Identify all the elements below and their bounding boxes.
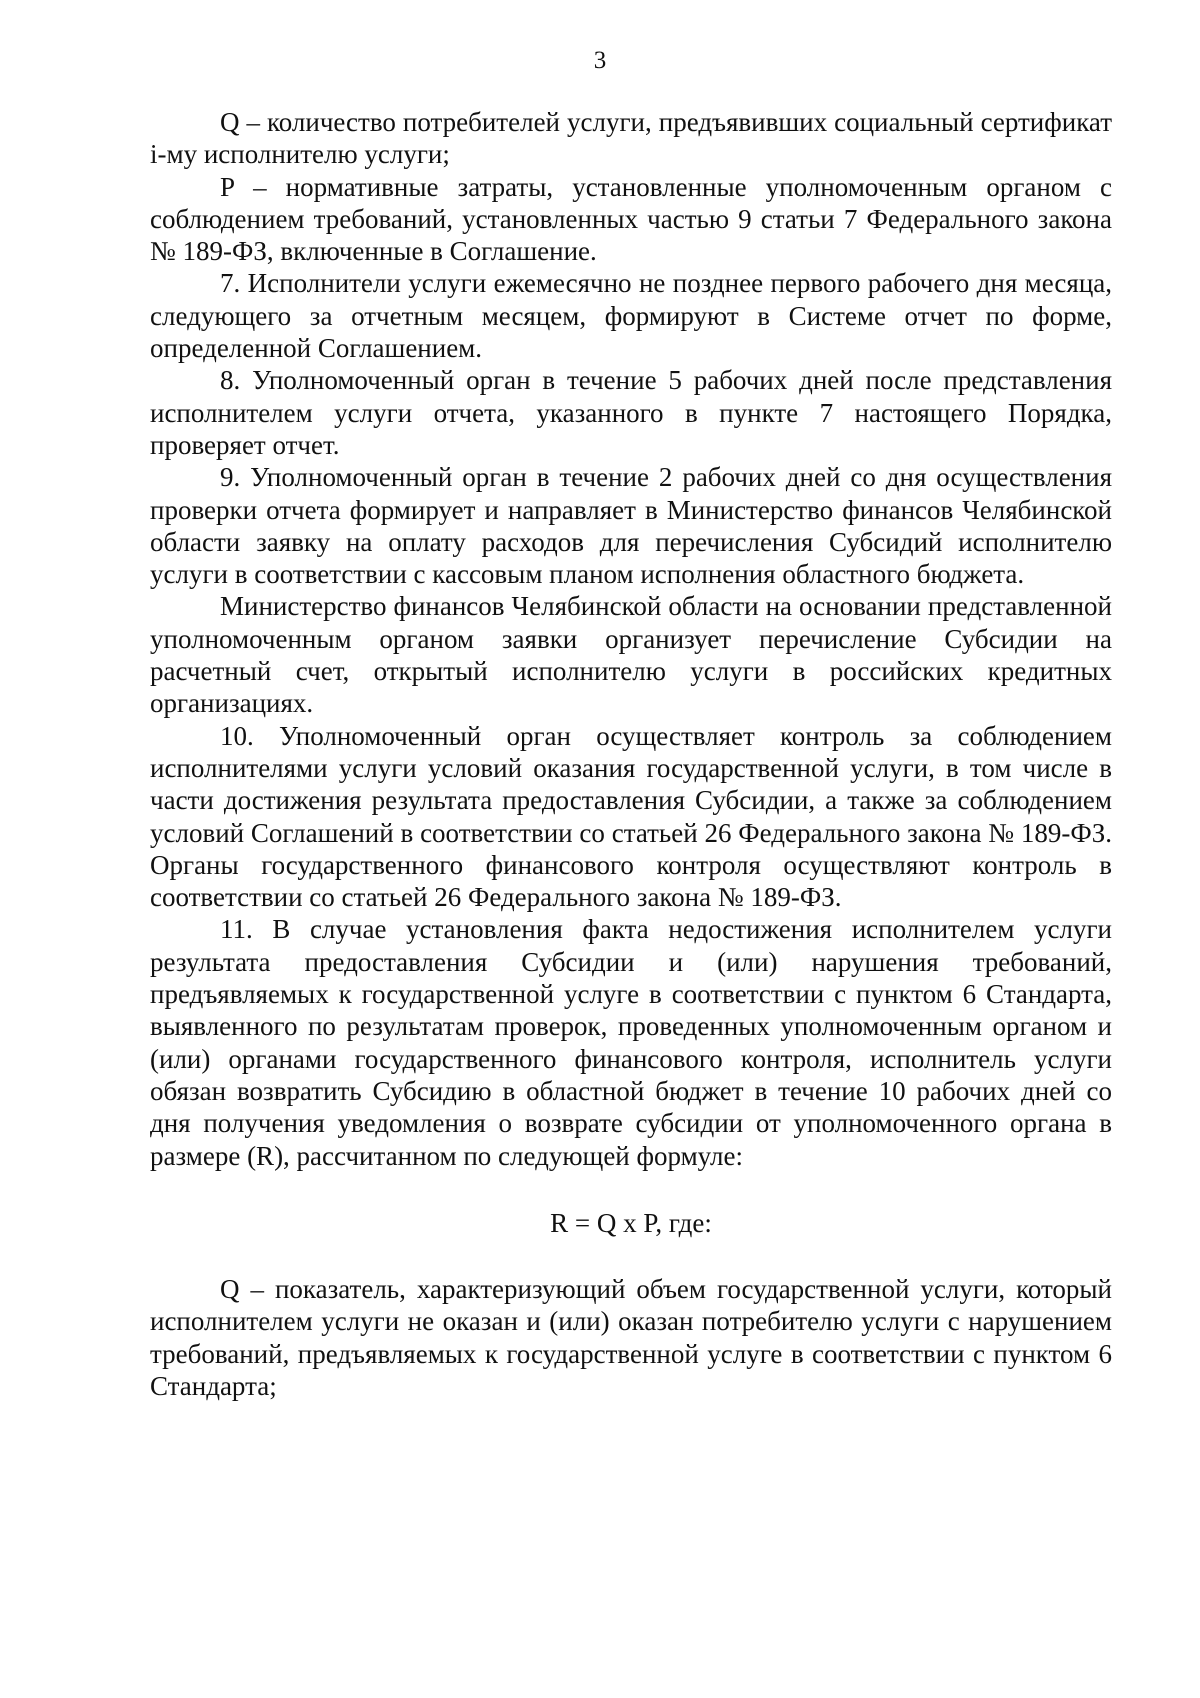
document-body [150, 106, 1112, 1402]
paragraph-item-9: 9. Уполномоченный орган в течение 2 рабочих дней со дня осуществления проверки отчета формирует и направляет в Министерство финансов Челябинской области заявку на оплату расходов для перечисления Субсидий исполнителю услуги в соответствии с кассовым планом исполнения областного бюджета. [150, 462, 1112, 590]
paragraph-p-definition: P – нормативные затраты, установленные уполномоченным органом с соблюдением требований, установленных частью 9 статьи 7 Федерального закона № 189-ФЗ, включенные в Соглашение. [150, 171, 1112, 267]
paragraph-ministry-transfer: Министерство финансов Челябинской области на основании представленной уполномоченным органом заявки организует перечисление Субсидии на расчетный счет, открытый исполнителю услуги в российских кредитных организациях. [150, 591, 1112, 719]
paragraph-item-11: 11. В случае установления факта недостижения исполнителем услуги результата предоставления Субсидии и (или) нарушения требований, предъявляемых к государственной услуге в соответствии с пунктом 6 Стандарта, выявленного по результатам проверок, проведенных уполномоченным органом и (или) органами государственного финансового контроля, исполнитель услуги обязан возвратить Субсидию в областной бюджет в течение 10 рабочих дней со дня получения уведомления о возврате субсидии от уполномоченного органа в размере (R), рассчитанном по следующей формуле: [150, 914, 1112, 1171]
page-number: 3 [593, 47, 607, 74]
formula: R = Q x P, где: [550, 1207, 712, 1238]
paragraph-q-definition: Q – количество потребителей услуги, предъявивших социальный сертификат i-му исполнителю услуги; [150, 107, 1112, 170]
paragraph-item-8: 8. Уполномоченный орган в течение 5 рабочих дней после представления исполнителем услуги отчета, указанного в пункте 7 настоящего Порядка, проверяет отчет. [150, 365, 1112, 460]
paragraph-item-10: 10. Уполномоченный орган осуществляет контроль за соблюдением исполнителями услуги условий оказания государственной услуги, в том числе в части достижения результата предоставления Субсидии, а также за соблюдением условий Соглашений в соответствии со статьей 26 Федерального закона № 189-ФЗ. Органы государственного финансового контроля осуществляют контроль в соответствии со статьей 26 Федерального закона № 189-ФЗ. [150, 720, 1112, 913]
paragraph-item-7: 7. Исполнители услуги ежемесячно не позднее первого рабочего дня месяца, следующего за отчетным месяцем, формируют в Системе отчет по форме, определенной Соглашением. [150, 268, 1112, 364]
paragraph-q-indicator: Q – показатель, характеризующий объем государственной услуги, который исполнителем услуги не оказан и (или) оказан потребителю услуги с нарушением требований, предъявляемых к государственной услуге в соответствии с пунктом 6 Стандарта; [150, 1274, 1112, 1401]
